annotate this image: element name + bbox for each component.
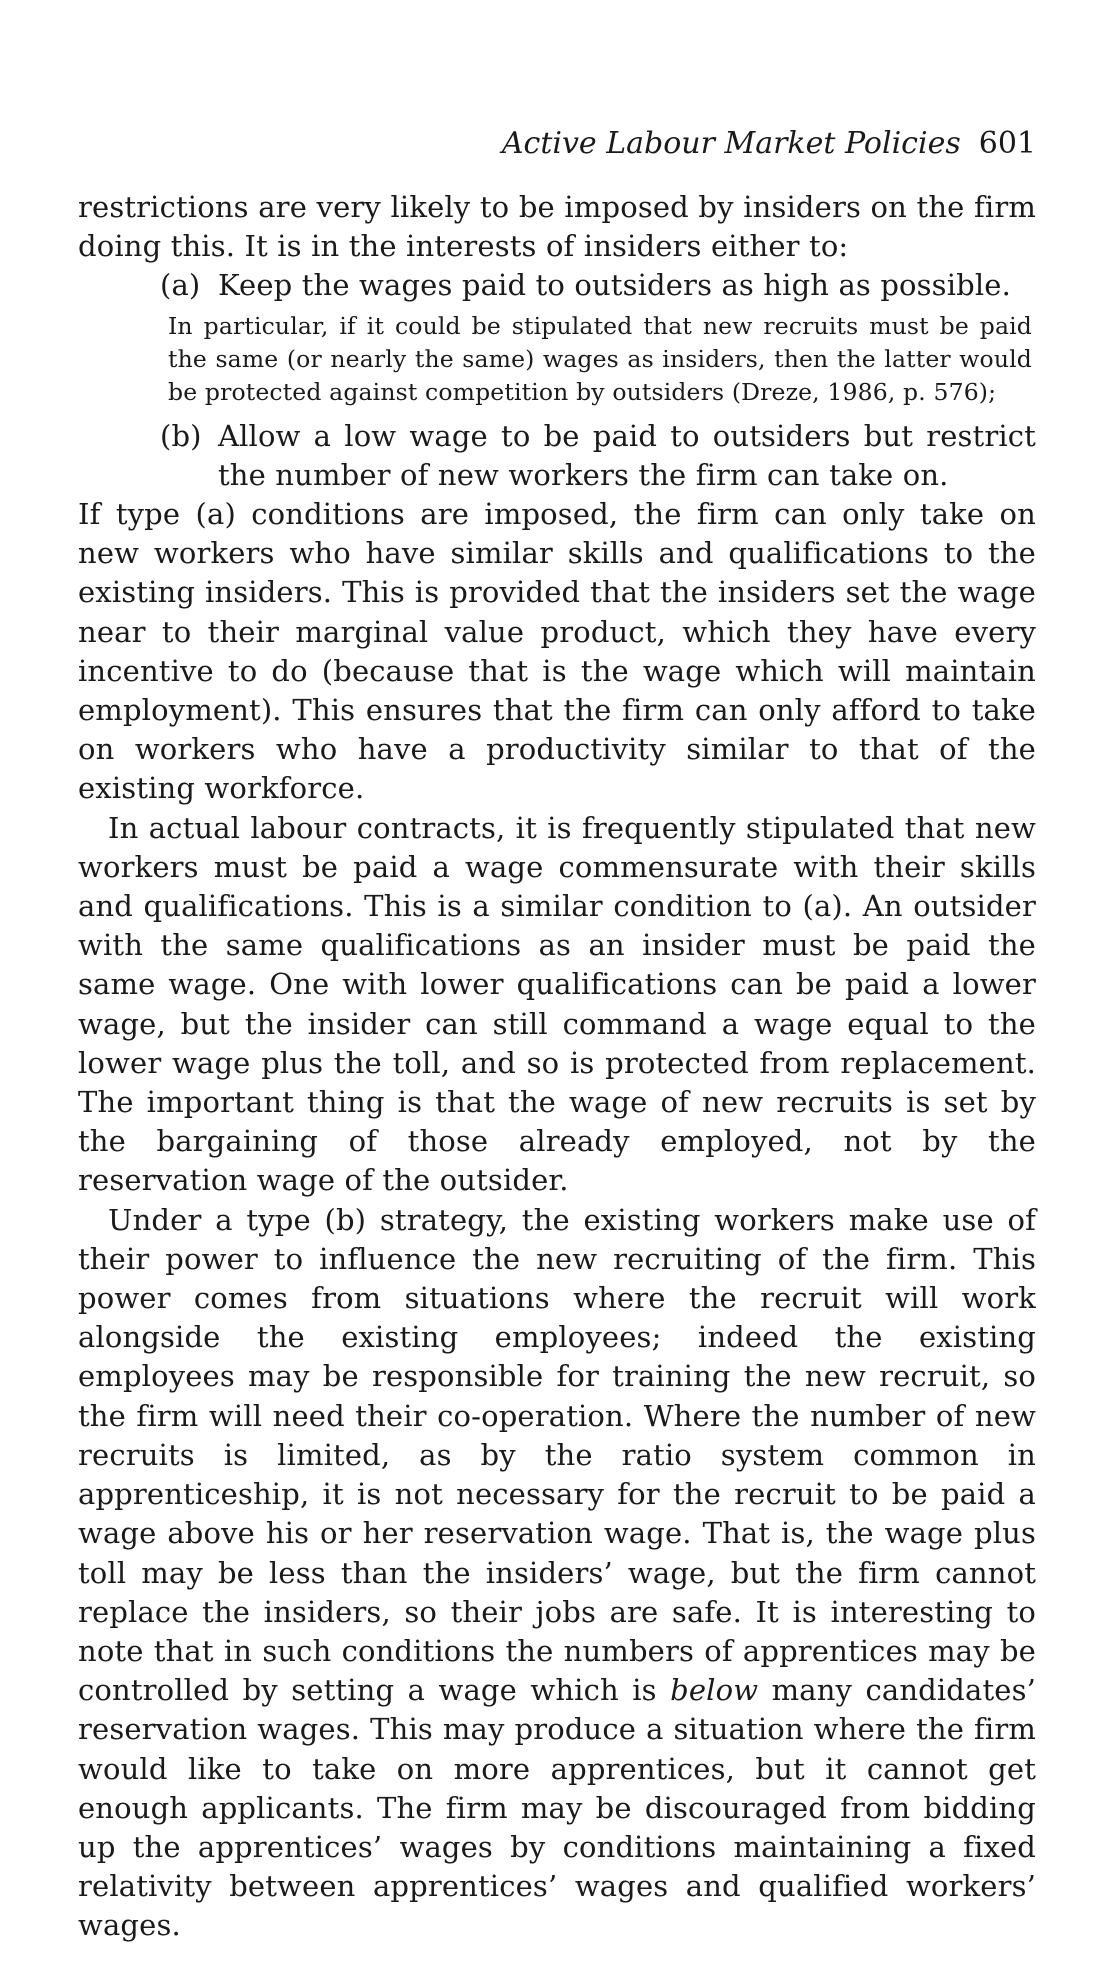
list-item-a-text: Keep the wages paid to outsiders as high as possible. xyxy=(218,268,1011,303)
paragraph-labour-contracts: In actual labour contracts, it is frequently stipulated that new workers must be paid a wage commensurate with their skills and qualifications. This is a similar condition to (a). An outsider with the same qualifications as an insider must be paid the same wage. One with lower qualifications can be paid a lower wage, but the insider can still command a wage equal to the lower wage plus the toll, and so is protected from replacement. The important thing is that the wage of new recruits is set by the bargaining of those already employed, not by the reservation wage of the outsider. xyxy=(78,810,1036,1198)
page-number: 601 xyxy=(978,126,1036,161)
running-title: Active Labour Market Policies xyxy=(501,126,961,161)
list-item-a-label: (a) xyxy=(160,268,201,303)
intro-paragraph: restrictions are very likely to be imposed by insiders on the firm doing this. It is in the interests of insiders either to: xyxy=(78,190,1036,264)
list-item-b xyxy=(78,417,1036,495)
emphasis-below: below xyxy=(670,1673,759,1708)
list-item-a xyxy=(78,266,1036,305)
note-a: In particular, if it could be stipulated that new recruits must be paid the same (or nearly the same) wages as insiders, then the latter would be protected against competition by outsiders (Dreze, 1986, p. 576); xyxy=(168,311,1032,406)
paragraph-type-b-part1: Under a type (b) strategy, the existing workers make use of their power to influence the new recruiting of the firm. This power comes from situations where the recruit will work alongside the existing employees; indeed the existing employees may be responsible for training the new recruit, so the firm will need their co-operation. Where the number of new recruits is limited, as by the ratio system common in apprenticeship, it is not necessary for the recruit to be paid a wage above his or her reservation wage. That is, the wage plus toll may be less than the insiders’ wage, but the firm cannot replace the insiders, so their jobs are safe. It is interesting to note that in such conditions the numbers of apprentices may be controlled by setting a wage which is xyxy=(78,1202,1036,1708)
paragraph-type-b-part2: many candidates’ reservation wages. This may produce a situation where the firm would like to take on more apprentices, but it cannot get enough applicants. The firm may be discouraged from bidding up the apprentices’ wages by conditions maintaining a fixed relativity between apprentices’ wages and qualified workers’ wages. xyxy=(78,1673,1036,1943)
body-text xyxy=(78,188,1036,1946)
list-item-b-text: Allow a low wage to be paid to outsiders but restrict the number of new workers the firm can take on. xyxy=(218,418,1036,492)
book-page xyxy=(78,0,1036,1969)
running-head xyxy=(502,124,1036,164)
list-item-b-label: (b) xyxy=(160,418,202,453)
paragraph-type-a: If type (a) conditions are imposed, the firm can only take on new workers who have similar skills and qualifications to the existing insiders. This is provided that the insiders set the wage near to their marginal value product, which they have every incentive to do (because that is the wage which will maintain employment). This ensures that the firm can only afford to take on workers who have a productivity similar to that of the existing workforce. xyxy=(78,497,1036,806)
paragraph-type-b xyxy=(78,1201,1036,1946)
